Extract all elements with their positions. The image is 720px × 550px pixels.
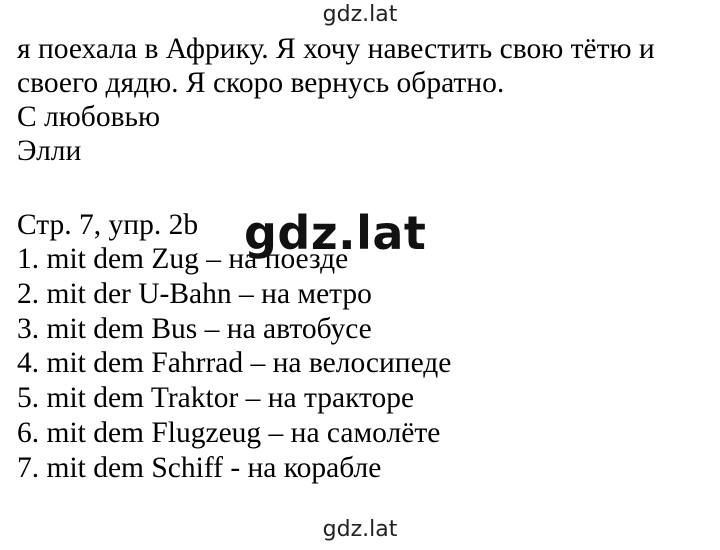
list-item: 3. mit dem Bus – на автобусе <box>17 312 372 345</box>
letter-line: своего дядю. Я скоро вернусь обратно. <box>17 67 505 99</box>
watermark-bottom: gdz.lat <box>322 517 398 542</box>
exercise-heading: Стр. 7, упр. 2b <box>17 209 199 241</box>
list-item: 1. mit dem Zug – на поезде <box>17 243 349 275</box>
watermark-middle: gdz.lat <box>244 206 427 260</box>
exercise-list <box>17 242 717 486</box>
list-item: 5. mit dem Traktor – на тракторе <box>17 382 415 415</box>
list-item: 4. mit dem Fahrrad – на велосипеде <box>17 347 452 380</box>
letter-signature: Элли <box>17 135 82 167</box>
list-item: 7. mit dem Schiff - на корабле <box>17 451 382 484</box>
letter-line: я поехала в Африку. Я хочу навестить свою тётю и <box>17 33 655 65</box>
watermark-top: gdz.lat <box>322 2 398 27</box>
letter-closing: С любовью <box>17 101 160 133</box>
list-item: 2. mit der U-Bahn – на метро <box>17 277 372 310</box>
spacer <box>17 168 717 208</box>
list-item: 6. mit dem Flugzeug – на самолёте <box>17 416 441 449</box>
